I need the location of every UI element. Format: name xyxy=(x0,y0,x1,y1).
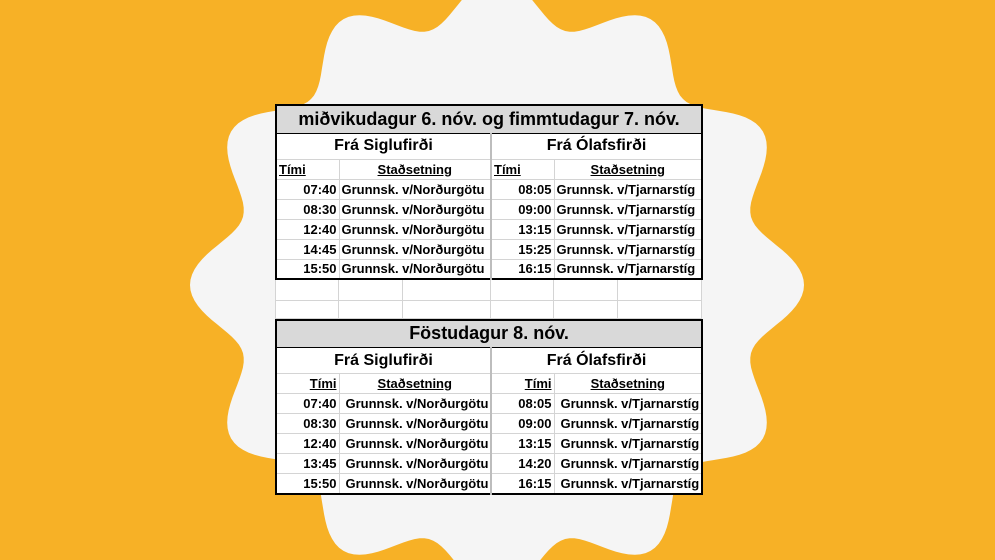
origin-siglufjordur: Frá Siglufirði xyxy=(276,133,491,159)
departure-location: Grunnsk. v/Norðurgötu xyxy=(339,239,491,259)
departure-location: Grunnsk. v/Tjarnarstíg xyxy=(554,239,702,259)
schedule-table-wed-thu xyxy=(275,104,703,280)
table-row xyxy=(276,239,702,259)
origin-olafsfjordur: Frá Ólafsfirði xyxy=(491,133,702,159)
departure-time: 07:40 xyxy=(276,394,339,414)
departure-time: 14:45 xyxy=(276,239,339,259)
time-header: Tími xyxy=(276,159,339,179)
departure-time: 16:15 xyxy=(491,474,554,494)
departure-location: Grunnsk. v/Tjarnarstíg xyxy=(554,414,702,434)
empty-spreadsheet-rows xyxy=(275,280,702,319)
time-header: Tími xyxy=(276,374,339,394)
departure-location: Grunnsk. v/Tjarnarstíg xyxy=(554,259,702,279)
location-header: Staðsetning xyxy=(554,374,702,394)
departure-time: 09:00 xyxy=(491,199,554,219)
table-row xyxy=(276,219,702,239)
table-row xyxy=(276,454,702,474)
departure-time: 13:15 xyxy=(491,219,554,239)
departure-location: Grunnsk. v/Norðurgötu xyxy=(339,474,491,494)
departure-location: Grunnsk. v/Norðurgötu xyxy=(339,434,491,454)
schedule-table-fri xyxy=(275,319,703,495)
departure-location: Grunnsk. v/Tjarnarstíg xyxy=(554,474,702,494)
table-row xyxy=(276,474,702,494)
location-header: Staðsetning xyxy=(339,374,491,394)
schedule-title-row xyxy=(276,105,702,133)
departure-time: 15:50 xyxy=(276,259,339,279)
departure-location: Grunnsk. v/Norðurgötu xyxy=(339,454,491,474)
schedule-title-row xyxy=(276,320,702,348)
origin-row xyxy=(276,348,702,374)
departure-time: 08:05 xyxy=(491,394,554,414)
departure-time: 16:15 xyxy=(491,259,554,279)
time-header: Tími xyxy=(491,159,554,179)
departure-location: Grunnsk. v/Tjarnarstíg xyxy=(554,394,702,414)
location-header: Staðsetning xyxy=(554,159,702,179)
table-row xyxy=(276,414,702,434)
departure-time: 15:25 xyxy=(491,239,554,259)
departure-time: 09:00 xyxy=(491,414,554,434)
origin-row xyxy=(276,133,702,159)
departure-time: 15:50 xyxy=(276,474,339,494)
departure-location: Grunnsk. v/Tjarnarstíg xyxy=(554,434,702,454)
departure-location: Grunnsk. v/Tjarnarstíg xyxy=(554,199,702,219)
empty-row xyxy=(276,280,702,300)
table-row xyxy=(276,179,702,199)
column-header-row xyxy=(276,374,702,394)
departure-location: Grunnsk. v/Norðurgötu xyxy=(339,199,491,219)
table-row xyxy=(276,199,702,219)
departure-location: Grunnsk. v/Norðurgötu xyxy=(339,219,491,239)
departure-location: Grunnsk. v/Norðurgötu xyxy=(339,179,491,199)
location-header: Staðsetning xyxy=(339,159,491,179)
time-header: Tími xyxy=(491,374,554,394)
table-row xyxy=(276,259,702,279)
table-row xyxy=(276,434,702,454)
departure-time: 08:30 xyxy=(276,414,339,434)
empty-row xyxy=(276,300,702,318)
departure-location: Grunnsk. v/Norðurgötu xyxy=(339,414,491,434)
departure-time: 12:40 xyxy=(276,434,339,454)
departure-location: Grunnsk. v/Norðurgötu xyxy=(339,394,491,414)
schedule-title: Föstudagur 8. nóv. xyxy=(276,320,702,348)
schedule-title: miðvikudagur 6. nóv. og fimmtudagur 7. nóv. xyxy=(276,105,702,133)
departure-location: Grunnsk. v/Tjarnarstíg xyxy=(554,179,702,199)
column-header-row xyxy=(276,159,702,179)
origin-olafsfjordur: Frá Ólafsfirði xyxy=(491,348,702,374)
departure-location: Grunnsk. v/Norðurgötu xyxy=(339,259,491,279)
departure-location: Grunnsk. v/Tjarnarstíg xyxy=(554,454,702,474)
departure-time: 07:40 xyxy=(276,179,339,199)
departure-time: 08:05 xyxy=(491,179,554,199)
origin-siglufjordur: Frá Siglufirði xyxy=(276,348,491,374)
table-row xyxy=(276,394,702,414)
departure-time: 12:40 xyxy=(276,219,339,239)
bus-schedule-sheet xyxy=(275,104,701,495)
departure-time: 13:45 xyxy=(276,454,339,474)
departure-location: Grunnsk. v/Tjarnarstíg xyxy=(554,219,702,239)
departure-time: 08:30 xyxy=(276,199,339,219)
departure-time: 13:15 xyxy=(491,434,554,454)
departure-time: 14:20 xyxy=(491,454,554,474)
